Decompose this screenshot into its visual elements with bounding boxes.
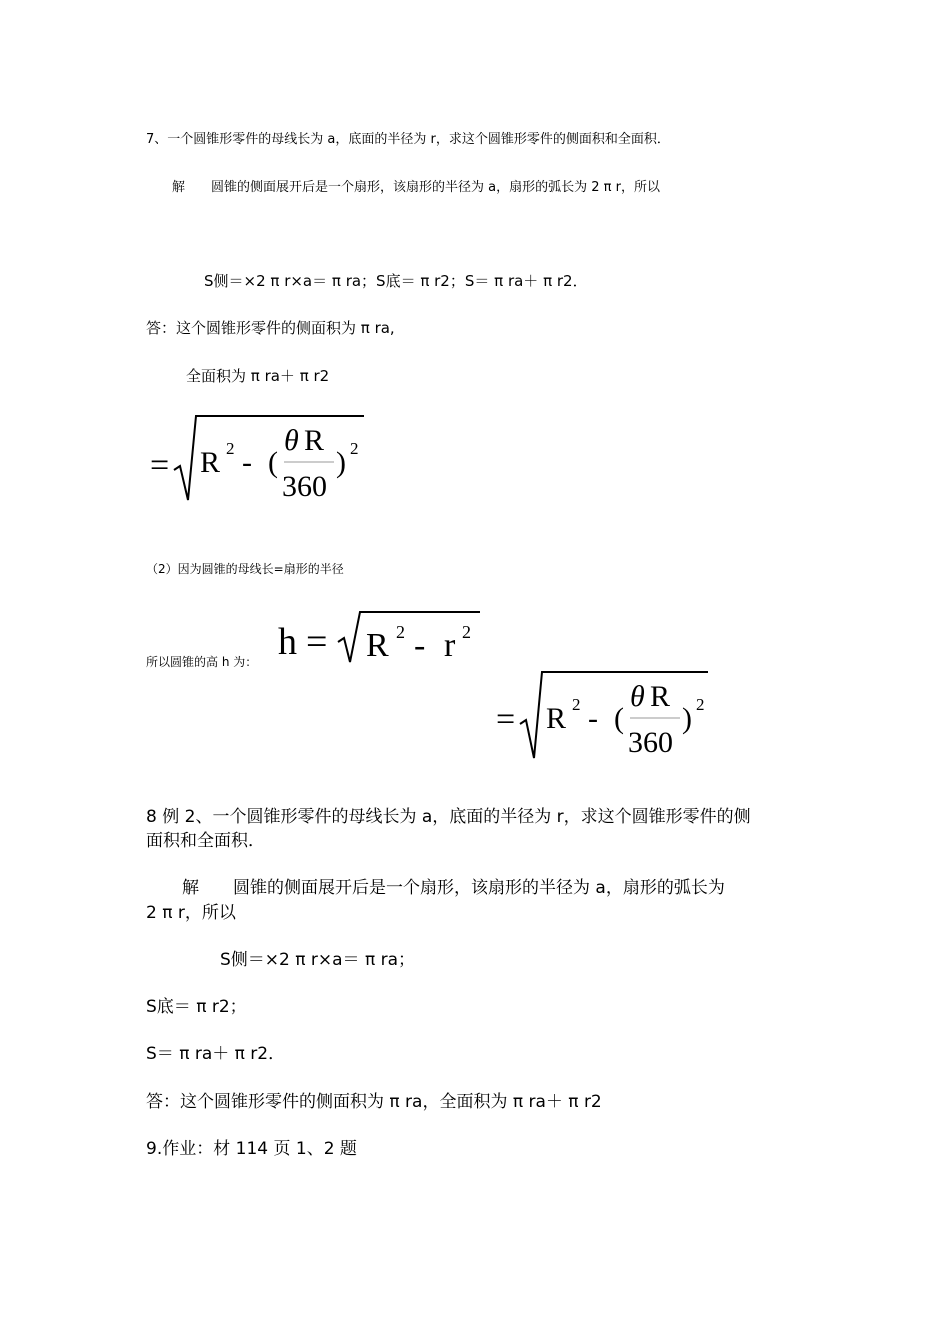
problem-8-answer: 答：这个圆锥形零件的侧面积为 π ra，全面积为 π ra＋ π r2 [146, 1092, 602, 1112]
eq1-denominator: 360 [282, 470, 327, 503]
problem-7-answer: 答：这个圆锥形零件的侧面积为 π ra, [146, 319, 395, 337]
eq1-equals: = [150, 447, 170, 484]
eq2-equals: = [306, 621, 328, 663]
eq2-R-exponent: 2 [396, 622, 405, 642]
eq1-R: R [200, 446, 221, 479]
eq1-right-paren: ) [336, 446, 346, 479]
problem-8-solution-line2: 2 π r，所以 [146, 903, 236, 923]
problem-7-solution: 解 圆锥的侧面展开后是一个扇形，该扇形的半径为 a，扇形的弧长为 2 π r，所以 [172, 180, 660, 195]
eq2-h: h [278, 621, 297, 663]
eq2-radical [338, 612, 480, 662]
eq1-numerator-R: R [304, 424, 325, 457]
equation-cone-height-3 [492, 664, 718, 768]
problem-8-lateral-area: S侧＝×2 π r×a＝ π ra； [220, 950, 415, 970]
problem-8-solution-line1: 解 圆锥的侧面展开后是一个扇形，该扇形的半径为 a，扇形的弧长为 [182, 878, 725, 898]
eq1-theta: θ [284, 424, 299, 457]
equation-cone-height-2 [274, 604, 486, 674]
eq2-R: R [366, 627, 389, 664]
eq1-square: 2 [350, 439, 359, 458]
eq1-R-exponent: 2 [226, 439, 235, 458]
eq1-minus: - [242, 446, 252, 479]
eq2-minus: - [414, 627, 426, 664]
eq3-equals: = [496, 701, 516, 738]
eq3-minus: - [588, 702, 598, 735]
problem-8-total-area: S＝ π ra＋ π r2． [146, 1044, 286, 1064]
eq3-denominator: 360 [628, 726, 673, 759]
note-2: （2）因为圆锥的母线长=扇形的半径 [146, 562, 344, 576]
eq3-left-paren: ( [614, 702, 624, 735]
problem-7-formula: S侧＝×2 π r×a＝ π ra；S底＝ π r2；S＝ π ra＋ π r2． [204, 272, 588, 290]
eq3-right-paren: ) [682, 702, 692, 735]
eq1-left-paren: ( [268, 446, 278, 479]
eq3-numerator-R: R [650, 680, 671, 713]
homework: 9.作业：材 114 页 1、2 题 [146, 1139, 357, 1159]
problem-7-question: 7、一个圆锥形零件的母线长为 a，底面的半径为 r，求这个圆锥形零件的侧面积和全面积． [146, 132, 670, 147]
problem-8-base-area: S底＝ π r2； [146, 997, 247, 1017]
problem-7-total-area: 全面积为 π ra＋ π r2 [186, 367, 330, 385]
eq2-r-exponent: 2 [462, 622, 471, 642]
eq3-square: 2 [696, 695, 705, 714]
eq2-r: r [444, 627, 456, 664]
problem-8-question-line2: 面积和全面积． [146, 831, 265, 851]
height-label: 所以圆锥的高 h 为： [146, 655, 258, 669]
eq3-theta: θ [630, 680, 645, 713]
equation-cone-height-1 [146, 410, 376, 514]
eq3-R-exponent: 2 [572, 695, 581, 714]
eq3-R: R [546, 702, 567, 735]
problem-8-question-line1: 8 例 2、一个圆锥形零件的母线长为 a，底面的半径为 r，求这个圆锥形零件的侧 [146, 807, 751, 827]
